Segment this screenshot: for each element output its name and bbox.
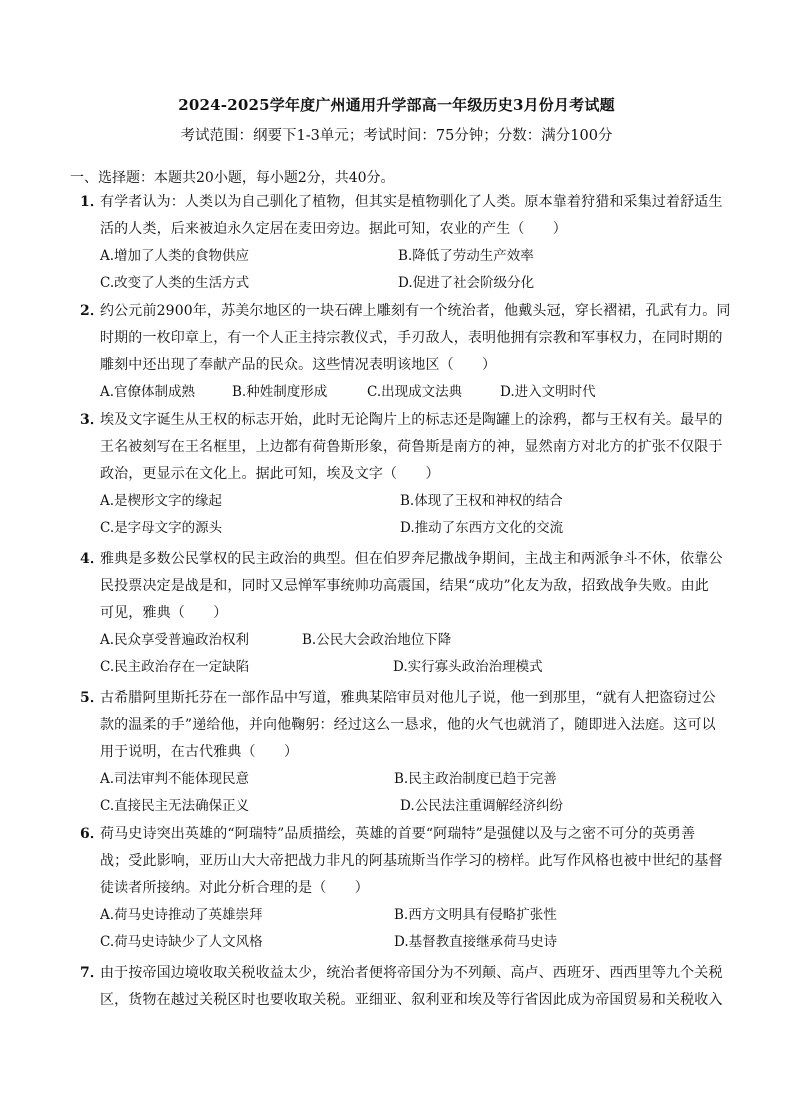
question-number: 3． xyxy=(80,412,105,428)
option-a: A.是楔形文字的缘起 xyxy=(100,493,223,509)
option-b: B.西方文明具有侵略扩张性 xyxy=(394,907,557,923)
options-row xyxy=(80,379,720,406)
question-text-line: 政治，更显示在文化上。据此可知，埃及文字（ ） xyxy=(100,466,440,482)
question-text-line: 荷马史诗突出英雄的“阿瑞特”品质描绘，英雄的首要“阿瑞特”是强健以及与之密不可分的英勇善 xyxy=(100,826,696,842)
question-text-line: 约公元前2900年，苏美尔地区的一块石碑上雕刻有一个统治者，他戴头冠，穿长褶裙，孔武有力。同 xyxy=(100,303,731,319)
question-number: 7． xyxy=(80,965,105,981)
question-3 xyxy=(80,407,723,542)
question-text-line: 款的温柔的手”递给他，并向他鞠躬：经过这么一恳求，他的火气也就消了，随即进入法庭。这可以 xyxy=(100,717,716,733)
question-7 xyxy=(80,960,723,1014)
option-a: A.官僚体制成熟 xyxy=(100,384,196,400)
options-row xyxy=(80,243,720,270)
question-text-line: 区，货物在越过关税区时也要收取关税。亚细亚、叙利亚和埃及等行省因此成为帝国贸易和关税收入 xyxy=(100,992,723,1008)
question-text-line: 战；受此影响，亚历山大大帝把战力非凡的阿基琉斯当作学习的榜样。此写作风格也被中世纪的基督 xyxy=(100,853,723,869)
options-row xyxy=(80,654,720,681)
question-number: 1． xyxy=(80,194,105,210)
question-text-line: 徒读者所接纳。对此分析合理的是（ ） xyxy=(100,880,369,896)
question-text-line: 民投票决定是战是和，同时又忌惮军事统帅功高震国，结果“成功”化友为敌，招致战争失败。由此 xyxy=(100,578,709,594)
question-number: 4． xyxy=(80,551,105,567)
option-c: C.改变了人类的生活方式 xyxy=(100,275,250,291)
question-text-line: 由于按帝国边境收取关税收益太少，统治者便将帝国分为不列颠、高卢、西班牙、西西里等九个关税 xyxy=(100,965,723,981)
question-5 xyxy=(80,685,720,820)
option-d: D.公民法注重调解经济纠纷 xyxy=(400,798,564,814)
question-2 xyxy=(80,298,731,406)
question-text-line: 埃及文字诞生从王权的标志开始，此时无论陶片上的标志还是陶罐上的涂鸦，都与王权有关。最早的 xyxy=(100,412,723,428)
question-text-line: 雕刻中还出现了奉献产品的民众。这些情况表明该地区（ ） xyxy=(100,357,497,373)
question-4 xyxy=(80,546,723,681)
question-text-line: 古希腊阿里斯托芬在一部作品中写道，雅典某陪审员对他儿子说，他一到那里，“就有人把盗窃过公 xyxy=(100,690,716,706)
question-text-line: 时期的一枚印章上，有一个人正主持宗教仪式，手刃敌人，表明他拥有宗教和军事权力，在同时期的 xyxy=(100,330,723,346)
option-c: C.出现成文法典 xyxy=(367,384,463,400)
option-d: D.基督教直接继承荷马史诗 xyxy=(394,934,558,950)
section-heading: 一、选择题：本题共20小题，每小题2分，共40分。 xyxy=(70,170,395,186)
option-b: B.降低了劳动生产效率 xyxy=(398,248,534,264)
option-a: A.荷马史诗推动了英雄崇拜 xyxy=(100,907,263,923)
option-b: B.民主政治制度已趋于完善 xyxy=(394,771,557,787)
question-number: 5． xyxy=(80,690,105,706)
exam-subtitle: 考试范围：纲要下1-3单元；考试时间：75分钟；分数：满分100分 xyxy=(180,128,613,144)
question-text-line: 活的人类，后来被迫永久定居在麦田旁边。据此可知，农业的产生（ ） xyxy=(100,221,567,237)
option-b: B.公民大会政治地位下降 xyxy=(302,632,452,648)
question-number: 2． xyxy=(80,303,105,319)
option-d: D.实行寡头政治治理模式 xyxy=(393,659,543,675)
options-row xyxy=(80,793,720,820)
option-c: C.民主政治存在一定缺陷 xyxy=(100,659,250,675)
options-row xyxy=(80,766,720,793)
options-row xyxy=(80,929,720,956)
option-a: A.增加了人类的食物供应 xyxy=(100,248,250,264)
options-row xyxy=(80,270,720,297)
option-b: B.种姓制度形成 xyxy=(232,384,328,400)
question-text-line: 用于说明，在古代雅典（ ） xyxy=(100,744,299,760)
question-number: 6． xyxy=(80,826,105,842)
option-d: D.促进了社会阶级分化 xyxy=(398,275,535,291)
question-text-line: 可见，雅典（ ） xyxy=(100,605,228,621)
options-row xyxy=(80,902,720,929)
option-b: B.体现了王权和神权的结合 xyxy=(400,493,563,509)
exam-title: 2024-2025学年度广州通用升学部高一年级历史3月份月考试题 xyxy=(178,96,615,114)
option-d: D.推动了东西方文化的交流 xyxy=(400,520,564,536)
question-1 xyxy=(80,189,723,297)
option-d: D.进入文明时代 xyxy=(500,384,596,400)
question-6 xyxy=(80,821,723,956)
option-c: C.是字母文字的源头 xyxy=(100,520,223,536)
options-row xyxy=(80,627,720,654)
option-c: C.荷马史诗缺少了人文风格 xyxy=(100,934,263,950)
question-text-line: 王名被刻写在王名框里，上边都有荷鲁斯形象，荷鲁斯是南方的神，显然南方对北方的扩张不仅限于 xyxy=(100,439,723,455)
option-c: C.直接民主无法确保正义 xyxy=(100,798,250,814)
question-text-line: 雅典是多数公民掌权的民主政治的典型。但在伯罗奔尼撒战争期间，主战主和两派争斗不休，依靠公 xyxy=(100,551,723,567)
question-text-line: 有学者认为：人类以为自己驯化了植物，但其实是植物驯化了人类。原本靠着狩猎和采集过着舒适生 xyxy=(100,194,723,210)
options-row xyxy=(80,515,720,542)
options-row xyxy=(80,488,720,515)
option-a: A.民众享受普遍政治权利 xyxy=(100,632,250,648)
option-a: A.司法审判不能体现民意 xyxy=(100,771,250,787)
